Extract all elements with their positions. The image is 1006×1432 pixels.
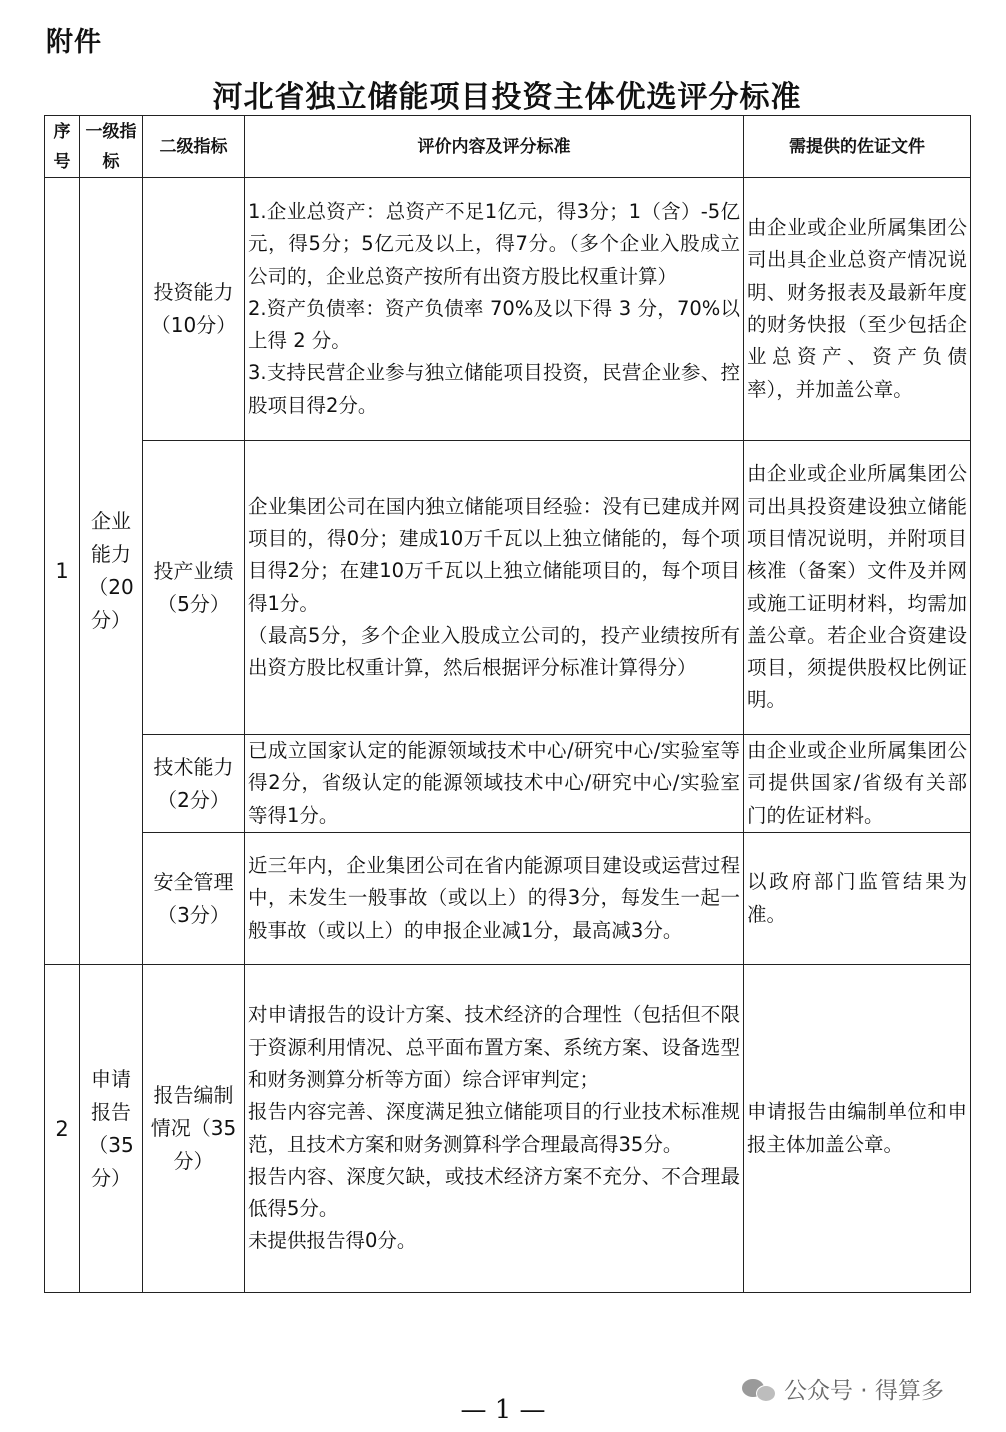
row-level2: 报告编制情况（35分） [143, 965, 245, 1293]
header-evidence: 需提供的佐证文件 [744, 116, 971, 178]
row-evidence: 由企业或企业所属集团公司出具企业总资产情况说明、财务报表及最新年度的财务快报（至少包括企业总资产、资产负债率），并加盖公章。 [744, 178, 971, 441]
table-row [45, 178, 971, 441]
row-level1: 申请报告（35分） [80, 965, 143, 1293]
header-seq: 序号 [45, 116, 80, 178]
row-criteria: 近三年内，企业集团公司在省内能源项目建设或运营过程中，未发生一般事故（或以上）的得3分，每发生一起一般事故（或以上）的申报企业减1分，最高减3分。 [245, 833, 744, 965]
row-level2: 投产业绩（5分） [143, 441, 245, 735]
row-evidence: 以政府部门监管结果为准。 [744, 833, 971, 965]
table-row [45, 833, 971, 965]
row-level2: 安全管理（3分） [143, 833, 245, 965]
scoring-table [44, 115, 971, 1293]
row-seq: 1 [45, 178, 80, 965]
row-level2: 投资能力（10分） [143, 178, 245, 441]
row-evidence: 由企业或企业所属集团公司出具投资建设独立储能项目情况说明，并附项目核准（备案）文件及并网或施工证明材料，均需加盖公章。若企业合资建设项目，须提供股权比例证明。 [744, 441, 971, 735]
row-evidence: 由企业或企业所属集团公司提供国家/省级有关部门的佐证材料。 [744, 735, 971, 833]
watermark-text: 公众号 · 得算多 [784, 1378, 944, 1404]
header-level2: 二级指标 [143, 116, 245, 178]
table-row [45, 965, 971, 1293]
header-criteria: 评价内容及评分标准 [245, 116, 744, 178]
attachment-label: 附件 [46, 27, 102, 58]
row-evidence: 申请报告由编制单位和申报主体加盖公章。 [744, 965, 971, 1293]
row-criteria: 企业集团公司在国内独立储能项目经验：没有已建成并网项目的，得0分；建成10万千瓦以上独立储能的，每个项目得2分；在建10万千瓦以上独立储能项目的，每个项目得1分。 （最高5分，多个企业入股成立公司的，投产业绩按所有出资方股比权重计算，然后根据评分标准计算得分） [245, 441, 744, 735]
row-criteria: 1.企业总资产：总资产不足1亿元，得3分；1（含）-5亿元，得5分；5亿元及以上，得7分。（多个企业入股成立公司的，企业总资产按所有出资方股比权重计算） 2.资产负债率：资产负债率 70%及以下得 3 分，70%以上得 2 分。 3.支持民营企业参与独立储能项目投资，民营企业参、控股项目得2分。 [245, 178, 744, 441]
page-number: — 1 — [460, 1395, 546, 1425]
row-level2: 技术能力（2分） [143, 735, 245, 833]
document-title: 河北省独立储能项目投资主体优选评分标准 [212, 80, 802, 115]
row-criteria: 对申请报告的设计方案、技术经济的合理性（包括但不限于资源利用情况、总平面布置方案、系统方案、设备选型和财务测算分析等方面）综合评审判定； 报告内容完善、深度满足独立储能项目的行业技术标准规范，且技术方案和财务测算科学合理最高得35分。 报告内容、深度欠缺，或技术经济方案不充分、不合理最低得5分。 未提供报告得0分。 [245, 965, 744, 1293]
row-level1: 企业能力（20分） [80, 178, 143, 965]
row-seq: 2 [45, 965, 80, 1293]
table-row [45, 441, 971, 735]
header-level1: 一级指标 [80, 116, 143, 178]
row-criteria: 已成立国家认定的能源领域技术中心/研究中心/实验室等得2分，省级认定的能源领域技术中心/研究中心/实验室等得1分。 [245, 735, 744, 833]
table-row [45, 735, 971, 833]
header-row [45, 116, 971, 178]
